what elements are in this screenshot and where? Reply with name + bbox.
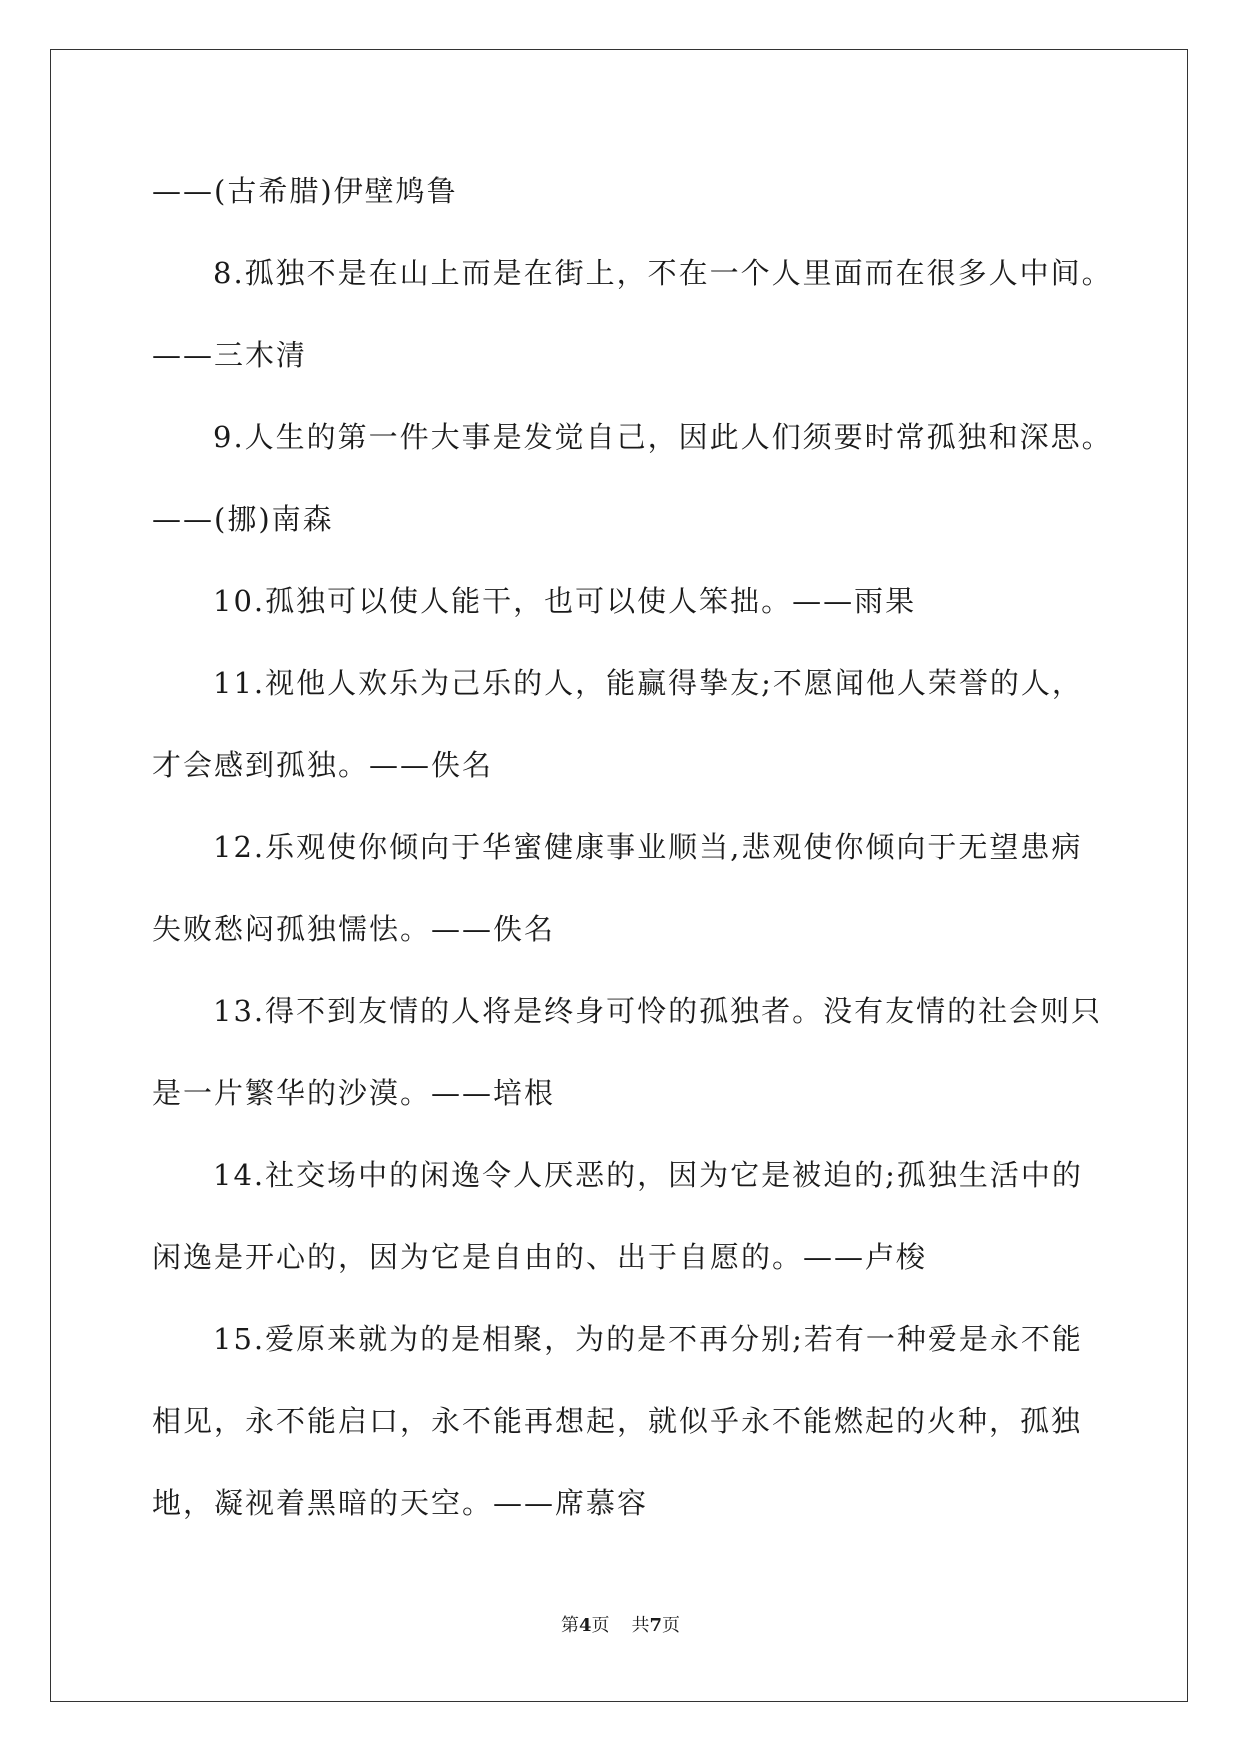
quote-text: 14.社交场中的闲逸令人厌恶的，因为它是被迫的;孤独生活中的 [213, 1158, 1083, 1192]
total-pages: 7 [649, 1615, 663, 1636]
page-label-prefix: 第 [560, 1615, 579, 1636]
total-label-suffix: 页 [662, 1615, 681, 1636]
quote-text-continuation: 相见，永不能启口，永不能再想起，就似乎永不能燃起的火种，孤独 [152, 1404, 1083, 1438]
quote-attribution: ——(挪)南森 [152, 502, 334, 536]
quote-attribution: ——三木清 [152, 338, 308, 372]
quote-text-continuation: 闲逸是开心的，因为它是自由的、出于自愿的。——卢梭 [152, 1240, 928, 1274]
quote-text-continuation: 才会感到孤独。——佚名 [152, 748, 494, 782]
quote-text-continuation: 失败愁闷孤独懦怯。——佚名 [152, 912, 556, 946]
quote-text: 9.人生的第一件大事是发觉自己，因此人们须要时常孤独和深思。 [213, 420, 1113, 454]
quote-text: 8.孤独不是在山上而是在街上，不在一个人里面而在很多人中间。 [213, 256, 1113, 290]
quote-text: 10.孤独可以使人能干，也可以使人笨拙。——雨果 [213, 584, 917, 618]
quote-text-continuation: 地，凝视着黑暗的天空。——席慕容 [152, 1486, 649, 1520]
total-label-prefix: 共 [631, 1615, 650, 1636]
page-label-suffix: 页 [591, 1615, 610, 1636]
page-footer [0, 1611, 1241, 1637]
quote-text-continuation: 是一片繁华的沙漠。——培根 [152, 1076, 556, 1110]
quote-text: 15.爱原来就为的是相聚，为的是不再分别;若有一种爱是永不能 [213, 1322, 1083, 1356]
quote-text: 12.乐观使你倾向于华蜜健康事业顺当,悲观使你倾向于无望患病 [213, 830, 1083, 864]
page-number: 4 [578, 1615, 592, 1636]
quote-attribution: ——(古希腊)伊壁鸠鲁 [152, 174, 458, 208]
quote-text: 11.视他人欢乐为己乐的人，能赢得挚友;不愿闻他人荣誉的人， [213, 666, 1083, 700]
page-border [50, 49, 1188, 1702]
quote-text: 13.得不到友情的人将是终身可怜的孤独者。没有友情的社会则只 [213, 994, 1103, 1028]
